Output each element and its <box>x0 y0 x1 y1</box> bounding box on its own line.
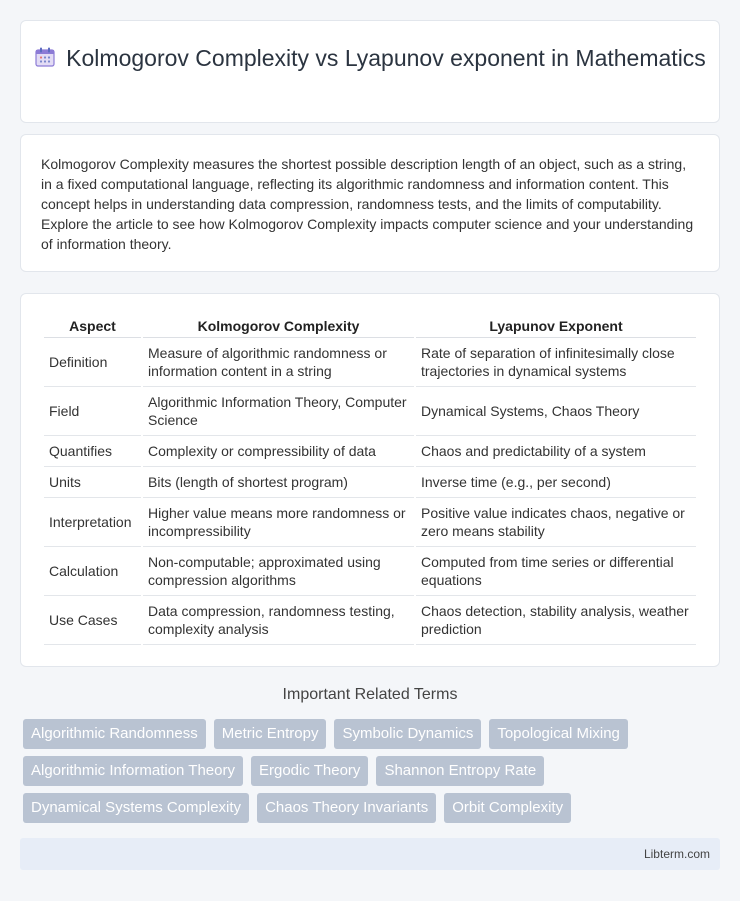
page-title: Kolmogorov Complexity vs Lyapunov exponent in Mathematics <box>66 45 706 71</box>
related-term-tag[interactable]: Topological Mixing <box>489 719 628 749</box>
row-kolmogorov: Algorithmic Information Theory, Computer Science <box>143 387 414 436</box>
intro-paragraph: Kolmogorov Complexity measures the shortest possible description length of an object, such as a string, in a fixed computational language, reflecting its algorithmic randomness and information content. This concept helps in understanding data compression, randomness tests, and the limits of computability. Explore the article to see how Kolmogorov Complexity impacts computer science and your understanding of information theory. <box>41 156 694 252</box>
related-term-tag[interactable]: Symbolic Dynamics <box>334 719 481 749</box>
related-term-tag[interactable]: Shannon Entropy Rate <box>376 756 544 786</box>
title-card <box>20 20 720 123</box>
table-row <box>44 467 696 498</box>
related-term-tag[interactable]: Metric Entropy <box>214 719 327 749</box>
related-term-tag[interactable]: Orbit Complexity <box>444 793 571 823</box>
row-lyapunov: Inverse time (e.g., per second) <box>416 467 696 498</box>
row-kolmogorov: Data compression, randomness testing, complexity analysis <box>143 596 414 645</box>
row-lyapunov: Chaos and predictability of a system <box>416 436 696 467</box>
related-term-tag[interactable]: Algorithmic Information Theory <box>23 756 243 786</box>
row-kolmogorov: Non-computable; approximated using compression algorithms <box>143 547 414 596</box>
calendar-icon <box>34 45 56 67</box>
row-kolmogorov: Bits (length of shortest program) <box>143 467 414 498</box>
related-term-tag[interactable]: Algorithmic Randomness <box>23 719 206 749</box>
related-terms-heading: Important Related Terms <box>282 686 458 703</box>
table-row <box>44 596 696 645</box>
related-term-tag[interactable]: Dynamical Systems Complexity <box>23 793 249 823</box>
row-kolmogorov: Measure of algorithmic randomness or information content in a string <box>143 338 414 387</box>
row-lyapunov: Positive value indicates chaos, negative or zero means stability <box>416 498 696 547</box>
row-aspect: Quantifies <box>44 436 141 467</box>
tag-row <box>23 793 713 823</box>
row-aspect: Interpretation <box>44 498 141 547</box>
tag-row <box>23 719 713 749</box>
table-row <box>44 387 696 436</box>
comparison-table-card <box>20 293 720 667</box>
footer <box>20 838 720 870</box>
row-kolmogorov: Complexity or compressibility of data <box>143 436 414 467</box>
table-row <box>44 338 696 387</box>
row-aspect: Calculation <box>44 547 141 596</box>
column-header-aspect: Aspect <box>44 314 141 338</box>
row-aspect: Use Cases <box>44 596 141 645</box>
table-header-row <box>44 314 696 338</box>
row-lyapunov: Rate of separation of infinitesimally close trajectories in dynamical systems <box>416 338 696 387</box>
row-lyapunov: Dynamical Systems, Chaos Theory <box>416 387 696 436</box>
table-row <box>44 498 696 547</box>
tag-row <box>23 756 713 786</box>
page-title-wrap <box>21 43 719 73</box>
table-row <box>44 547 696 596</box>
intro-card <box>20 134 720 272</box>
row-lyapunov: Computed from time series or differential equations <box>416 547 696 596</box>
row-lyapunov: Chaos detection, stability analysis, weather prediction <box>416 596 696 645</box>
table-row <box>44 436 696 467</box>
row-aspect: Definition <box>44 338 141 387</box>
footer-brand[interactable]: Libterm.com <box>643 847 710 861</box>
related-term-tag[interactable]: Chaos Theory Invariants <box>257 793 436 823</box>
comparison-table <box>42 314 698 645</box>
column-header-lyapunov: Lyapunov Exponent <box>416 314 696 338</box>
related-term-tag[interactable]: Ergodic Theory <box>251 756 368 786</box>
row-aspect: Field <box>44 387 141 436</box>
row-kolmogorov: Higher value means more randomness or incompressibility <box>143 498 414 547</box>
row-aspect: Units <box>44 467 141 498</box>
column-header-kolmogorov: Kolmogorov Complexity <box>143 314 414 338</box>
related-terms-list <box>23 719 713 830</box>
